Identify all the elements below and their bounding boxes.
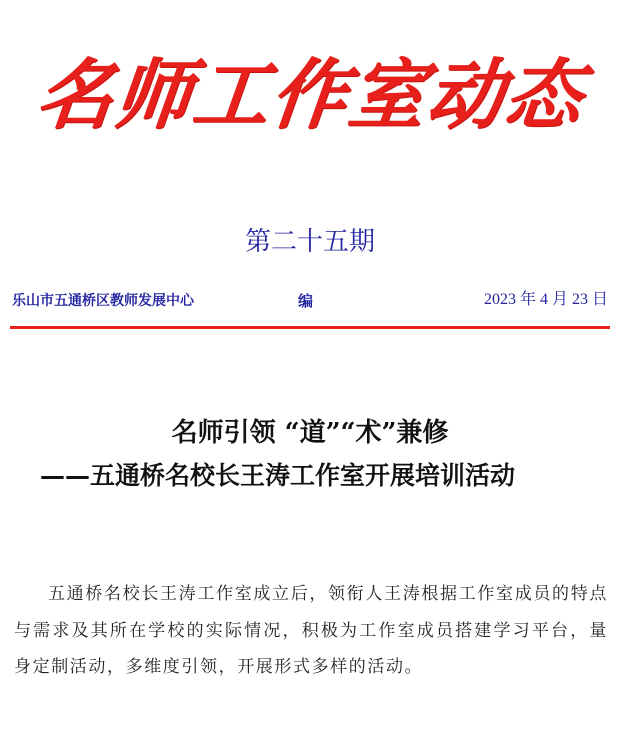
article-subtitle: ——五通桥名校长王涛工作室开展培训活动 [40,461,516,490]
edit-label: 编 [298,292,314,310]
article-title: 名师引领 “道”“术”兼修 [171,418,449,448]
red-divider [10,326,610,329]
publish-date: 2023 年 4 月 23 日 [483,291,608,308]
editor-row [12,288,608,314]
publisher: 乐山市五通桥区教师发展中心 [12,293,194,309]
article-paragraph: 五通桥名校长王涛工作室成立后，领衔人王涛根据工作室成员的特点与需求及其所在学校的实际情况，积极为工作室成员搭建学习平台，量身定制活动，多维度引领，开展形式多样的活动。 [14,584,608,677]
issue-number: 第二十五期 [244,227,375,257]
masthead-title: 名师工作室动态 [32,50,588,139]
